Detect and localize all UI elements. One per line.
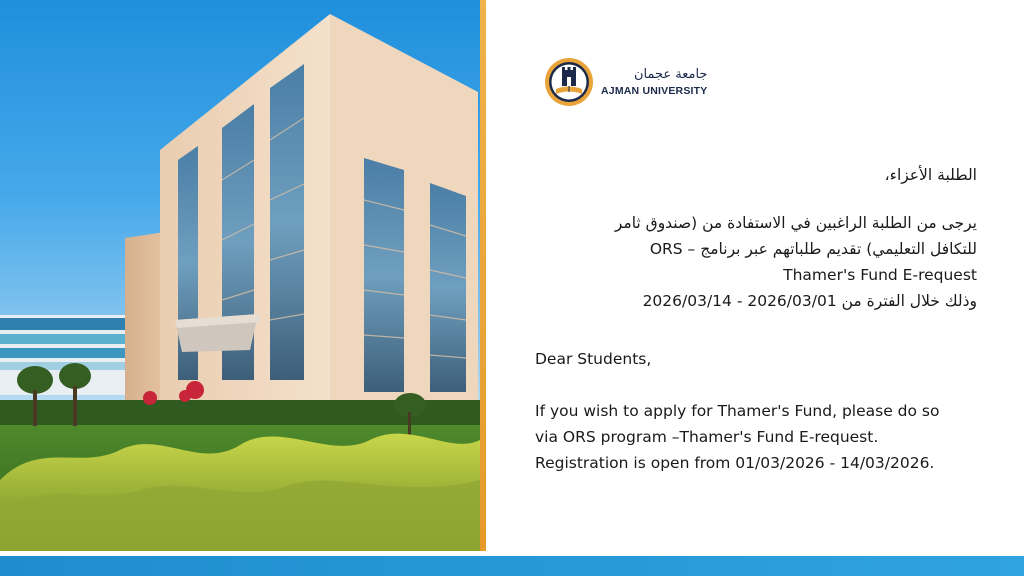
university-emblem-icon: [544, 57, 594, 107]
period-dates-arabic: 2026/03/14 - 2026/03/01: [642, 292, 837, 310]
logo-name-english: AJMAN UNIVERSITY: [601, 84, 708, 97]
ajman-university-logo: [544, 56, 707, 108]
campus-building-photo: [0, 0, 480, 551]
program-name: Thamer's Fund E-request: [783, 266, 977, 284]
accent-gold-strip: [480, 0, 486, 551]
notice-english: [535, 346, 995, 476]
notice-arabic: [517, 162, 977, 314]
greeting-arabic: الطلبة الأعزاء،: [884, 166, 977, 184]
notice-english-line-3: Registration is open from 01/03/2026 - 14/03/2026.: [535, 454, 935, 472]
notice-arabic-line-3: [517, 262, 977, 288]
notice-english-line-1: If you wish to apply for Thamer's Fund, please do so: [535, 402, 940, 420]
greeting-english: Dear Students,: [535, 350, 652, 368]
period-prefix-arabic: وذلك خلال الفترة من: [841, 292, 977, 310]
notice-arabic-line-1: يرجى من الطلبة الراغبين في الاستفادة من (صندوق ثامر: [614, 214, 977, 232]
notice-arabic-line-2: للتكافل التعليمي) تقديم طلباتهم عبر برنامج – ORS: [649, 240, 977, 258]
notice-english-line-2: via ORS program –Thamer's Fund E-request.: [535, 428, 879, 446]
logo-name-arabic: جامعة عجمان: [633, 66, 708, 82]
bottom-accent-bar: [0, 556, 1024, 576]
notice-arabic-line-4: [517, 288, 977, 314]
campus-building-illustration: [0, 0, 480, 551]
